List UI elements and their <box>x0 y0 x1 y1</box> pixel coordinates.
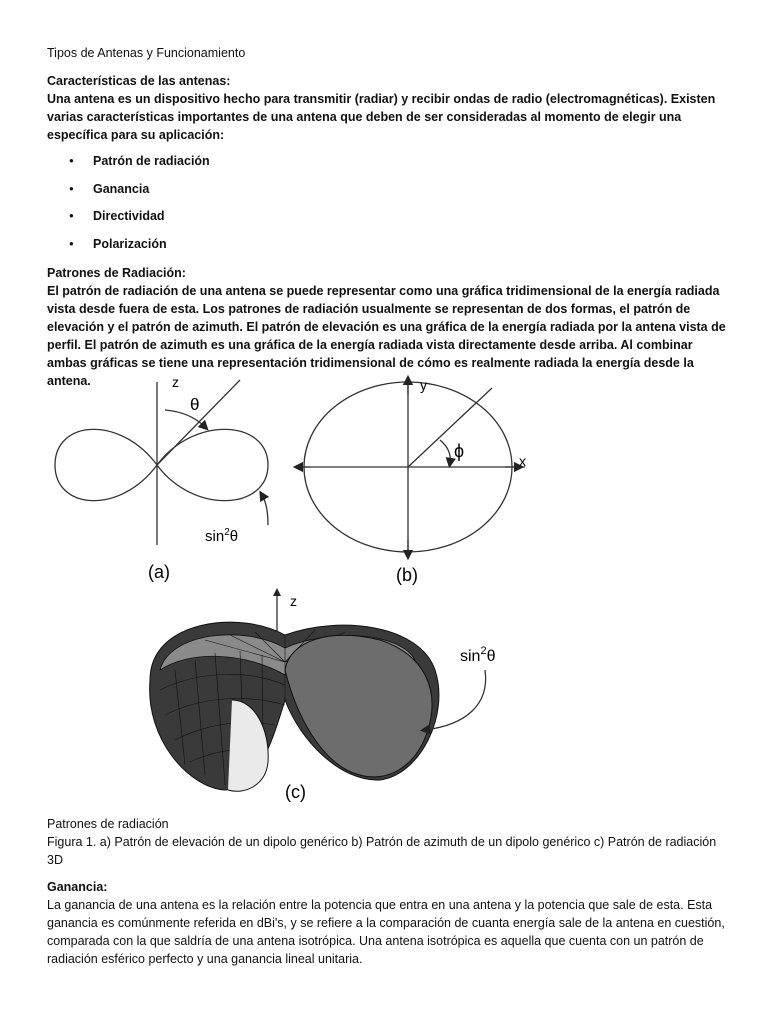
list-item: ● Patrón de radiación <box>47 152 727 180</box>
sin-label-a: $\sin^2\theta$ <box>205 527 239 545</box>
z-label-a: z <box>172 374 179 390</box>
radiation-pattern-figure <box>0 370 768 810</box>
figure-eight-lobes <box>55 429 268 500</box>
azimuth-pattern-b <box>298 380 525 555</box>
panel-label-a: (a) <box>148 562 170 582</box>
document-page <box>47 40 727 390</box>
caption-line-2: Figura 1. a) Patrón de elevación de un dipolo genérico b) Patrón de azimuth de un dipolo genérico c) Patrón de radiación 3D <box>47 835 717 867</box>
phi-label-b: ϕ <box>454 441 465 461</box>
figure-caption <box>47 815 727 869</box>
section-body-caracteristicas: Una antena es un dispositivo hecho para transmitir (radiar) y recibir ondas de radio (electromagnéticas). Existen varias características importantes de una antena que deben de ser consideradas al momento de elegir una específica para su aplicación: <box>47 92 716 142</box>
z-label-c: z <box>290 593 297 609</box>
y-label-b: y <box>420 377 427 393</box>
document-title: Tipos de Antenas y Funcionamiento <box>47 46 246 60</box>
torus-3d-c <box>150 592 439 791</box>
figure-svg <box>0 370 768 810</box>
section-heading-patrones: Patrones de Radiación: <box>47 266 186 280</box>
elevation-pattern-a <box>55 380 268 545</box>
list-item: ● Directividad <box>47 207 727 235</box>
section-body-patrones: El patrón de radiación de una antena se puede representar como una gráfica tridimensional de la energía radiada vista desde fuera de esta. Los patrones de radiación usualmente se representan de dos formas, el patrón de elevación y el patrón de azimuth. El patrón de elevación es una gráfica de la energía radiada por la antena vista de perfil. El patrón de azimuth es una gráfica de la energía radiada vista directamente desde arriba. Al combinar ambas gráficas se tiene una representación tridimensional de cómo es realmente radiada la energía desde la antena. <box>47 284 726 388</box>
list-item: ● Polarización <box>47 235 727 263</box>
sin-label-c: $\sin^2\theta$ <box>460 645 496 665</box>
phi-arc <box>440 440 450 463</box>
section-ganancia <box>47 878 727 968</box>
section-heading-ganancia: Ganancia: <box>47 880 108 894</box>
sin-arrow-a <box>262 495 268 525</box>
characteristics-list <box>47 152 727 262</box>
x-label-b: x <box>519 453 526 469</box>
section-heading-caracteristicas: Características de las antenas: <box>47 74 231 88</box>
panel-label-c: (c) <box>285 782 306 802</box>
list-item: ● Ganancia <box>47 180 727 208</box>
theta-label-a: θ <box>190 395 200 414</box>
caption-line-1: Patrones de radiación <box>47 817 169 831</box>
theta-ray <box>157 380 240 465</box>
panel-label-b: (b) <box>396 565 418 585</box>
section-body-ganancia: La ganancia de una antena es la relación entre la potencia que entra en una antena y la potencia que sale de esta. Esta ganancia es comúnmente referida en dBi's, y se refiere a la comparación de cuanta energía sale de la antena en cuestión, comparada con la que saldría de una antena isotrópica. Una antena isotrópica es aquella que cuenta con un patrón de radiación esférico perfecto y una ganancia lineal unitaria. <box>47 898 725 966</box>
